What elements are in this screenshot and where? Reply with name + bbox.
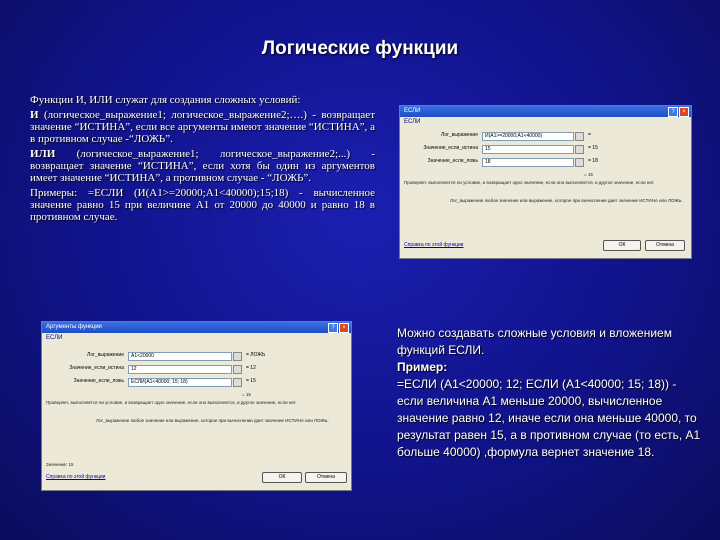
arg-row-1: [42, 352, 351, 361]
arg-label: Лог_выражение: [87, 352, 124, 358]
arg-row-3: [400, 158, 691, 167]
example-heading: [397, 359, 705, 376]
arg-label: Значение_если_ложь: [73, 378, 124, 384]
nested-if-intro: Можно создавать сложные условия и вложением функций ЕСЛИ.: [397, 326, 672, 357]
dialog-title-bar: [400, 106, 691, 117]
collapse-icon[interactable]: [233, 365, 242, 374]
and-paragraph: [30, 109, 375, 145]
collapse-icon[interactable]: [575, 145, 584, 154]
close-icon[interactable]: ×: [339, 323, 349, 333]
cancel-button[interactable]: Отмена: [645, 240, 685, 251]
example-text: Примеры: =ЕСЛИ (И(А1>=20000;А1<40000);15;18) - вычисленное значение равно 15 при величине А1 от 20000 до 40000 и равно 18 в противном случае.: [30, 187, 375, 223]
argument-help: Лог_выражение любое значение или выражение, которое при вычислении дает значение ИСТИНА или ЛОЖЬ.: [450, 198, 683, 203]
function-description: Проверяет, выполняется ли условие, и возвращает одно значение, если оно выполняется, и другое значение, если нет.: [46, 400, 297, 405]
arg-result: = 18: [588, 158, 598, 164]
arg-result: = 15: [588, 145, 598, 151]
arg-input[interactable]: ЕСЛИ(A1<40000; 15; 18): [128, 378, 232, 387]
and-function-name: И: [30, 109, 39, 121]
arg-input[interactable]: 15: [482, 145, 574, 154]
help-link[interactable]: Справка по этой функции: [404, 242, 464, 248]
collapse-icon[interactable]: [233, 378, 242, 387]
cancel-button[interactable]: Отмена: [305, 472, 347, 483]
help-link[interactable]: Справка по этой функции: [46, 474, 106, 480]
arg-input[interactable]: 18: [482, 158, 574, 167]
arg-input[interactable]: И(А1>=20000;А1<40000): [482, 132, 574, 141]
arg-row-2: [400, 145, 691, 154]
collapse-icon[interactable]: [575, 158, 584, 167]
or-description: (логическое_выражение1; логическое_выражение2;...) - возвращает значение “ИСТИНА”, если хотя бы один из аргументов имеет значение “ИСТИНА”, а противном случае - “ЛОЖЬ”.: [30, 148, 375, 184]
dialog-title-bar: [42, 322, 351, 333]
slide-title: Логические функции: [261, 38, 459, 59]
ok-button[interactable]: ОК: [262, 472, 302, 483]
value-number: 15: [68, 462, 74, 467]
arg-label: Значение_если_истина: [423, 145, 478, 151]
dialog-title: Аргументы функции: [46, 324, 102, 330]
intro-text: Функции И, ИЛИ служат для создания сложных условий:: [30, 94, 301, 106]
help-icon[interactable]: ?: [668, 107, 678, 117]
arg-row-3: [42, 378, 351, 387]
argument-help: Лог_выражение любое значение или выражение, которое при вычислении дает значение ИСТИНА или ЛОЖЬ.: [96, 418, 329, 423]
function-group-label: ЕСЛИ: [46, 335, 63, 341]
example-label: Пример:: [397, 360, 448, 374]
value-readout: [46, 462, 74, 468]
total-result: = 15: [242, 392, 251, 397]
function-description: Проверяет, выполняется ли условие, и возвращает одно значение, если оно выполняется, и другое значение, если нет.: [404, 180, 655, 185]
collapse-icon[interactable]: [575, 132, 584, 141]
or-function-name: ИЛИ: [30, 148, 56, 160]
ok-button[interactable]: ОК: [603, 240, 641, 251]
arg-result: = 12: [246, 365, 256, 371]
arg-row-2: [42, 365, 351, 374]
arg-label: Лог_выражение: [441, 132, 478, 138]
arg-input[interactable]: 12: [128, 365, 232, 374]
arg-result: = 15: [246, 378, 256, 384]
collapse-icon[interactable]: [233, 352, 242, 361]
arg-label: Значение_если_ложь: [427, 158, 478, 164]
help-icon[interactable]: ?: [328, 323, 338, 333]
dialog-title: ЕСЛИ: [404, 108, 421, 114]
arg-row-1: [400, 132, 691, 141]
and-description: (логическое_выражение1; логическое_выражение2;….) - возвращает значение “ИСТИНА”, если все аргументы имеют значение “ИСТИНА”, а в противном случае -“ЛОЖЬ”.: [30, 109, 375, 145]
nested-if-example: =ЕСЛИ (A1<20000; 12; ЕСЛИ (A1<40000; 15; 18)) - если величина А1 меньше 20000, вычисленное значение равно 12, иначе если она меньше 40000, то результат равен 15, а в противном случае (то есть, А1 больше 40000) ,формула вернет значение 18.: [397, 377, 701, 459]
close-icon[interactable]: ×: [679, 107, 689, 117]
arg-input[interactable]: A1<20000: [128, 352, 232, 361]
or-paragraph: [30, 148, 375, 184]
arg-label: Значение_если_истина: [69, 365, 124, 371]
function-group-label: ЕСЛИ: [404, 119, 421, 125]
dialog-screenshot-and: [399, 105, 692, 259]
left-text-block: [30, 94, 375, 226]
arg-result: = ЛОЖЬ: [246, 352, 266, 358]
value-label: Значение:: [46, 462, 68, 467]
right-text-block: [397, 325, 705, 461]
dialog-screenshot-nested-if: [41, 321, 352, 491]
arg-result: =: [588, 132, 591, 138]
total-result: = 15: [584, 172, 593, 177]
